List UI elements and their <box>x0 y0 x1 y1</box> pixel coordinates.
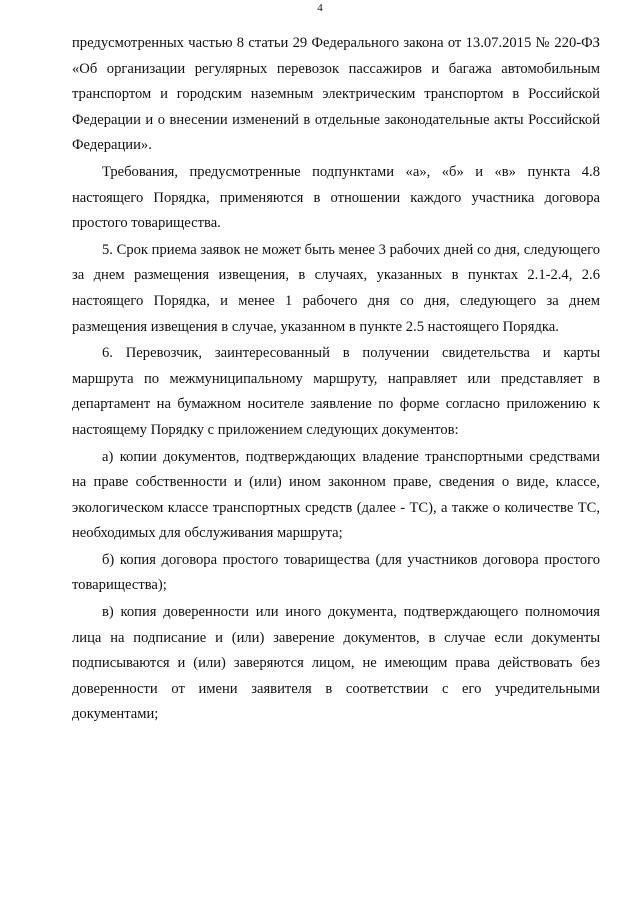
paragraph-requirements: Требования, предусмотренные подпунктами «а», «б» и «в» пункта 4.8 настоящего Порядка, применяются в отношении каждого участника договора простого товарищества. <box>72 163 600 232</box>
page-number: 4 <box>317 2 323 14</box>
paragraph-item-5: 5. Срок приема заявок не может быть менее 3 рабочих дней со дня, следующего за днем размещения извещения, в случаях, указанных в пунктах 2.1-2.4, 2.6 настоящего Порядка, и менее 1 рабочего дня со дня, следующего за днем размещения извещения в случае, указанном в пункте 2.5 настоящего Порядка. <box>72 241 600 335</box>
document-body <box>72 31 600 728</box>
paragraph-subitem-b: б) копия договора простого товарищества (для участников договора простого товарищества); <box>72 551 600 594</box>
paragraph-item-6: 6. Перевозчик, заинтересованный в получении свидетельства и карты маршрута по межмуниципальному маршруту, направляет или представляет в департамент на бумажном носителе заявление по форме согласно приложению к настоящему Порядку с приложением следующих документов: <box>72 345 600 438</box>
paragraph-subitem-a: а) копии документов, подтверждающих владение транспортными средствами на праве собственности и (или) ином законном праве, сведения о виде, классе, экологическом классе транспортных средств (далее - ТС), а также о количестве ТС, необходимых для обслуживания маршрута; <box>72 448 600 542</box>
paragraph-law-reference: предусмотренных частью 8 статьи 29 Федерального закона от 13.07.2015 № 220-ФЗ «Об организации регулярных перевозок пассажиров и багажа автомобильным транспортом и городским наземным электрическим транспортом в Российской Федерации и о внесении изменений в отдельные законодательные акты Российской Федерации». <box>72 35 600 154</box>
paragraph-subitem-v: в) копия доверенности или иного документа, подтверждающего полномочия лица на подписание и (или) заверение документов, в случае если документы подписываются и (или) заверяются лицом, не имеющим права действовать без доверенности от имени заявителя в соответствии с его учредительными документами; <box>72 604 600 723</box>
